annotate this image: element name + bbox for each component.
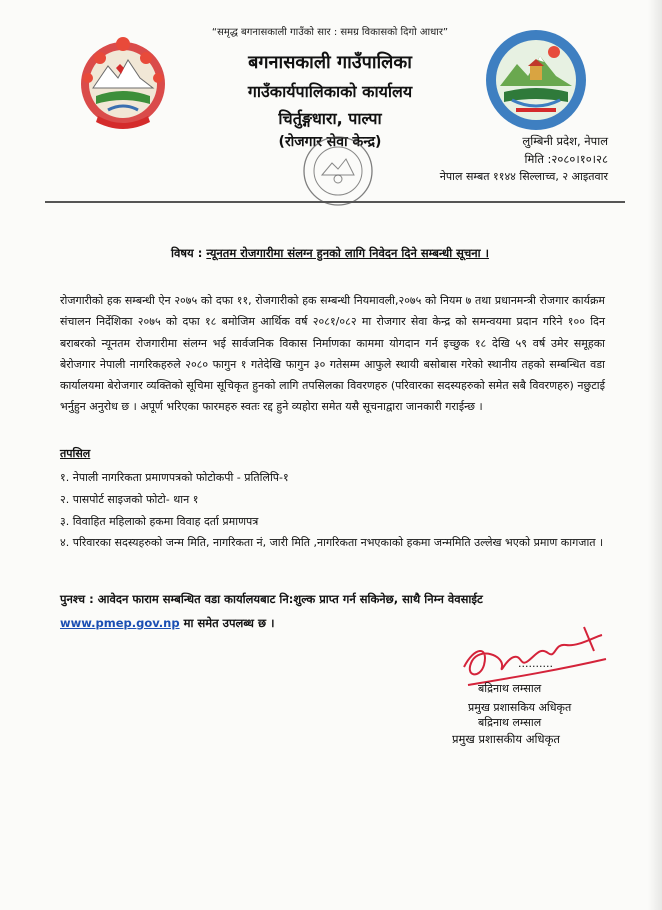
signatory-title: प्रमुख प्रशासकिय अधिकृत	[468, 701, 572, 714]
postscript-text: पुनश्च : आवेदन फाराम सम्बन्धित वडा कार्यालयबाट नि:शुल्क प्राप्त गर्न सकिनेछ, साथै निम्न वेवसाईट	[60, 592, 483, 606]
attachment-item: १. नेपाली नागरिकता प्रमाणपत्रको फोटोकपी - प्रतिलिपि-१	[60, 471, 289, 484]
attachment-item: ३. विवाहित महिलाको हकमा विवाह दर्ता प्रमाणपत्र	[60, 515, 259, 528]
province-text: लुम्बिनी प्रदेश, नेपाल	[522, 134, 608, 148]
subject-label: विषय :	[171, 246, 203, 260]
nepal-samvat-date: नेपाल सम्बत ११४४ सिल्लाच्व, २ आइतवार	[439, 170, 608, 183]
notice-subject	[80, 246, 580, 261]
employment-centre-label: (रोजगार सेवा केन्द्र)	[278, 134, 382, 150]
signatory-name: बद्रिनाथ लम्साल	[478, 682, 542, 695]
page-edge-shadow	[648, 0, 662, 910]
attachment-item: ४. परिवारका सदस्यहरुको जन्म मिति, नागरिकता नं, जारी मिति ,नागरिकता नभएकाको हकमा जन्ममिति उल्लेख भएको प्रमाण कागजात ।	[60, 536, 604, 549]
subject-text: न्यूनतम रोजगारीमा संलग्न हुनको लागि निवेदन दिने सम्बन्धी सूचना ।	[206, 246, 489, 260]
attachments-heading: तपसिल	[60, 447, 91, 460]
office-name: गाउँकार्यपालिकाको कार्यालय	[247, 82, 413, 101]
signature-dots: ..........	[518, 657, 553, 670]
notice-body: रोजगारीको हक सम्बन्धी ऐन २०७५ को दफा ११, रोजगारीको हक सम्बन्धी नियमावली,२०७५ को नियम ७ तथा प्रधानमन्त्री रोजगार कार्यक्रम संचालन निर्देशिका २०७५ को दफा १८ बमोजिम आर्थिक वर्ष २०८१/०८२ मा रोजगार सेवा केन्द्र को समन्वयमा प्रदान गरिने १०० दिन बराबरको न्यूनतम रोजगारीमा संलग्न भई सार्वजनिक विकास निर्माणका काममा योगदान गर्न इच्छुक १८ देखि ५९ वर्ष उमेर समूहका बेरोजगार नेपाली नागरिकहरुले २०८० फागुन १ गतेदेखि फागुन ३० गतेसम्म आफुले स्थायी बसोबास गरेको स्थानीय तहको सम्बन्धित वडा कार्यालयमा बेरोजगार व्यक्तिको सूचिमा सूचिकृत हुनको लागि तपसिलका विवरणहरु (परिवारका सदस्यहरुको समेत सबै विवरणहरु) नछुटाई भर्नुहुन अनुरोध छ । अपूर्ण भरिएका फारमहरु स्वतः रद्द हुने व्यहोरा समेत यसै सूचनाद्वारा जानकारी गराईन्छ ।	[60, 294, 605, 414]
website-link[interactable]: www.pmep.gov.np	[60, 616, 180, 630]
office-stamp-icon	[300, 133, 376, 209]
issue-date: मिति :२०८०।१०।२८	[524, 152, 608, 166]
motto-text: “समृद्ध बगनासकाली गाउँको सार : समग्र विकासको दिगो आधार”	[211, 27, 449, 38]
postscript-suffix: मा समेत उपलब्ध छ ।	[179, 616, 275, 630]
government-emblem-icon	[68, 26, 178, 136]
header-divider	[45, 201, 625, 203]
signatory-name-typed: बद्रिनाथ लम्साल	[478, 716, 542, 729]
office-address: चिर्तुङ्गधारा, पाल्पा	[278, 109, 382, 128]
signatory-title-typed: प्रमुख प्रशासकीय अधिकृत	[452, 732, 560, 746]
municipality-name: बगनासकाली गाउँपालिका	[248, 52, 412, 73]
municipality-logo-icon	[482, 26, 590, 134]
attachment-item: २. पासपोर्ट साइजको फोटो- थान १	[60, 493, 199, 506]
